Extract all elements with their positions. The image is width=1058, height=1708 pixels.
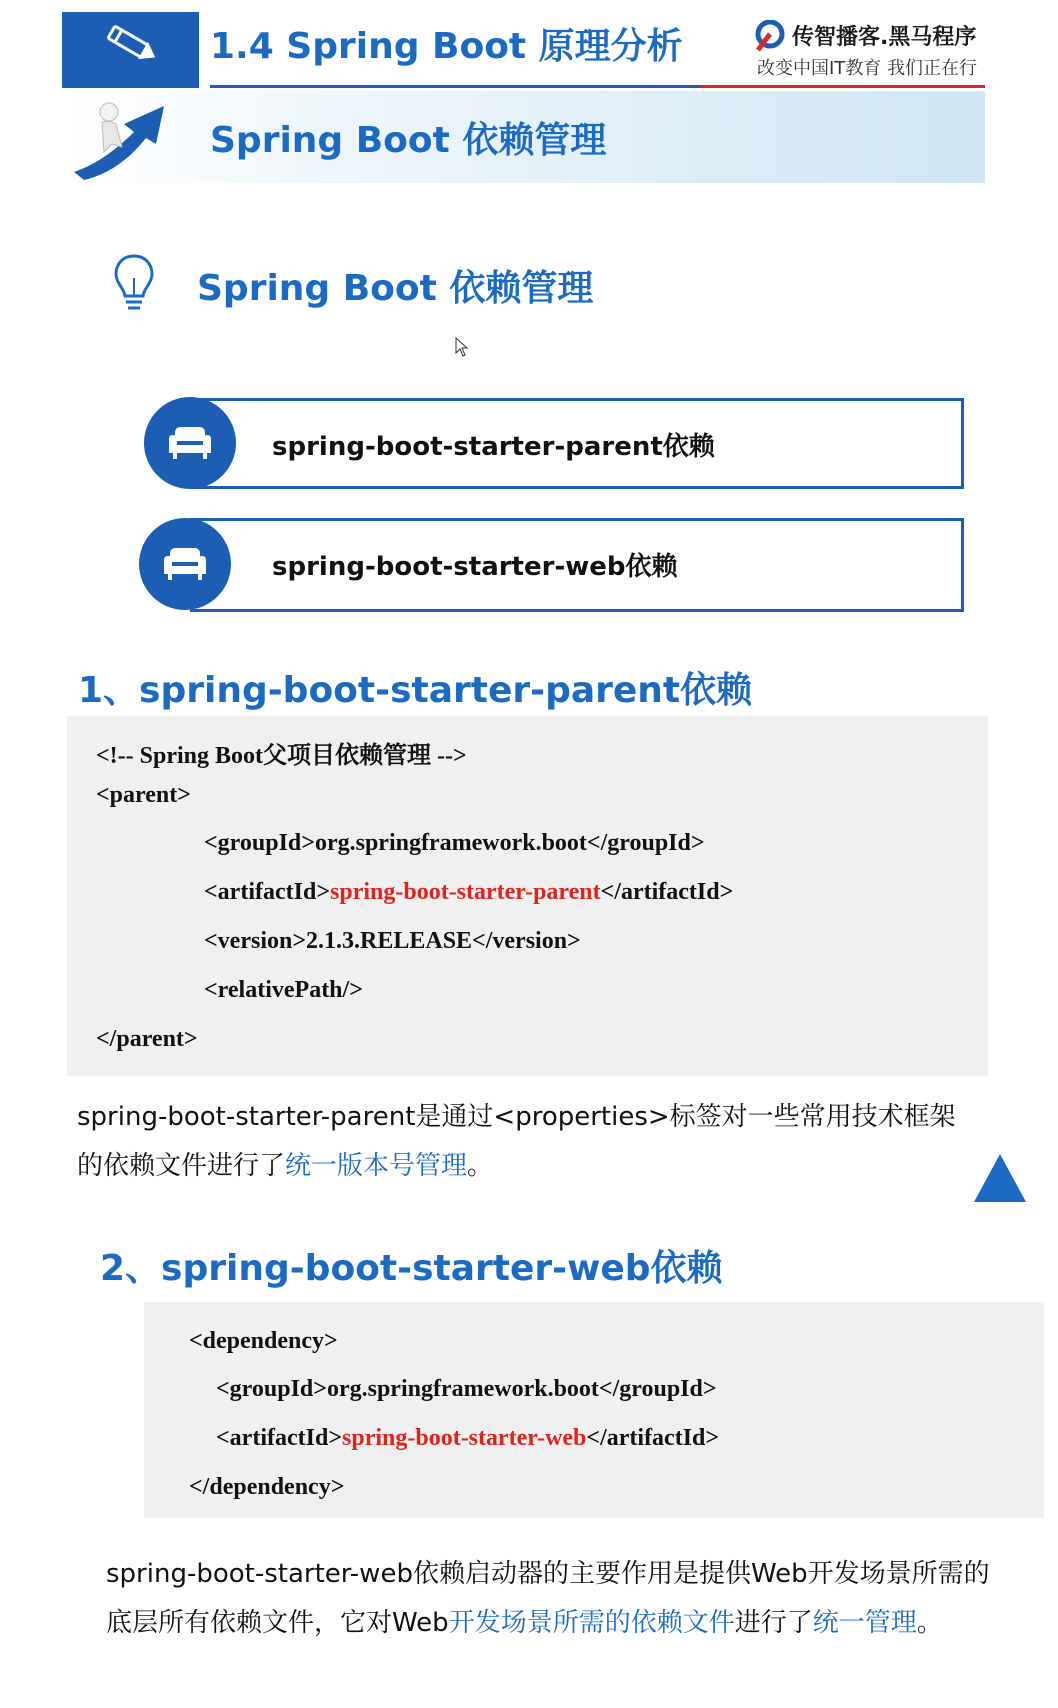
code-line-artifact [204,879,733,906]
sofa-icon [162,544,208,584]
text-run: 。 [916,1608,943,1638]
card-circle [144,397,236,489]
card-label-parent: spring-boot-starter-parent依赖 [272,432,715,462]
mouse-cursor-icon [455,337,469,357]
code-line-artifact [216,1425,719,1452]
lightbulb-icon [112,252,156,314]
page-title: 1.4 Spring Boot 原理分析 [210,26,683,67]
card-label-web: spring-boot-starter-web依赖 [272,552,678,582]
code-line: </parent> [96,1026,198,1052]
brand-slogan: 改变中国IT教育 我们正在行 [757,58,978,79]
paragraph-line: spring-boot-starter-parent是通过<properties>标签对一些常用技术框架 [77,1102,956,1132]
section-title: Spring Boot 依赖管理 [197,268,594,309]
code-line: <groupId>org.springframework.boot</groupId> [204,830,705,856]
code-line: </dependency> [189,1474,345,1500]
paragraph-line: spring-boot-starter-web依赖启动器的主要作用是提供Web开发场景所需的 [106,1559,990,1589]
code-token: </artifactId> [586,1425,720,1451]
scroll-up-triangle-icon[interactable] [972,1152,1028,1204]
card-circle [139,518,231,610]
heading-part1: 1、spring-boot-starter-parent依赖 [78,670,753,711]
code-line: <version>2.1.3.RELEASE</version> [204,928,581,954]
code-line: <parent> [96,782,191,808]
brand-logo-icon [752,20,788,52]
text-run: 底层所有依赖文件，它对Web [106,1608,449,1638]
code-token: <artifactId> [204,879,330,905]
code-line: <dependency> [189,1328,338,1354]
text-run: 。 [467,1151,494,1181]
pencil-icon [100,20,160,68]
text-highlight: 统一管理 [812,1608,917,1638]
text-highlight: 开发场景所需的依赖文件 [448,1608,735,1638]
code-highlight: spring-boot-starter-web [342,1425,587,1451]
brand-name: 传智播客.黑马程序 [792,25,977,50]
paragraph-line [77,1145,493,1182]
code-token: </artifactId> [600,879,734,905]
heading-part2: 2、spring-boot-starter-web依赖 [100,1248,723,1289]
text-run: 进行了 [734,1608,813,1638]
sofa-icon [167,423,213,463]
code-line: <relativePath/> [204,977,363,1003]
header-divider-red [700,85,985,88]
code-line: <groupId>org.springframework.boot</groupId> [216,1376,717,1402]
code-highlight: spring-boot-starter-parent [330,879,601,905]
growth-arrow-figure-icon [64,92,194,182]
code-comment: <!-- Spring Boot父项目依赖管理 --> [96,743,467,769]
code-token: <artifactId> [216,1425,342,1451]
paragraph-line [106,1602,943,1639]
header-divider-blue [210,85,700,88]
text-run: 的依赖文件进行了 [77,1151,286,1181]
text-highlight: 统一版本号管理 [285,1151,468,1181]
subtitle: Spring Boot 依赖管理 [210,120,607,161]
header-icon-block [62,12,199,88]
